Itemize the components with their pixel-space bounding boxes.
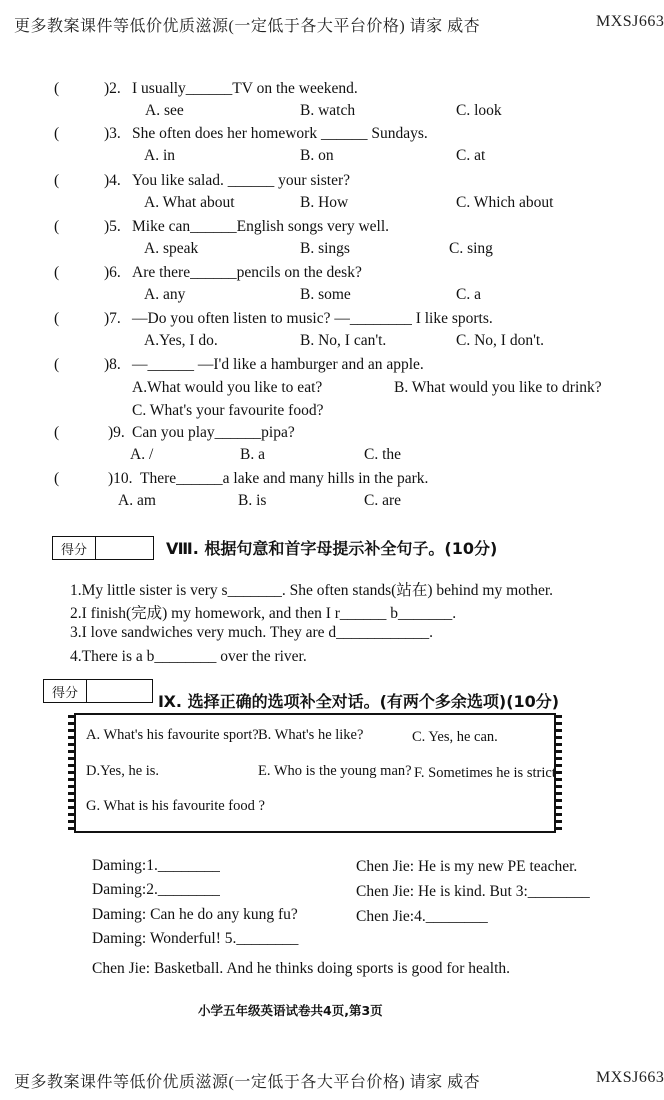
option-c: C. No, I don't. [456,332,545,349]
option-c: C. Yes, he can. [412,729,498,745]
question-number: )4. [104,172,121,189]
dialogue-reply-2: Chen Jie: He is kind. But 3:________ [356,883,590,900]
option-b: B. watch [300,102,356,119]
sentence-3: 3.I love sandwiches very much. They are d____________. [70,624,434,641]
question-stem: —Do you often listen to music? —________ I like sports. [132,310,493,327]
option-b: B. What's he like? [258,727,364,743]
option-a: A.Yes, I do. [144,332,218,349]
answer-paren[interactable]: ( [54,424,60,441]
section-9-title: Ⅸ. 选择正确的选项补全对话。(有两个多余选项)(10分) [158,692,560,711]
option-b: B. What would you like to drink? [394,379,602,396]
dialogue-line-4: Daming: Wonderful! 5.________ [92,930,299,947]
option-b: B. How [300,194,349,211]
dialogue-line-3: Daming: Can he do any kung fu? [92,906,298,923]
answer-paren[interactable]: ( [54,356,60,373]
answer-paren[interactable]: ( [54,310,60,327]
option-b: B. some [300,286,351,303]
question-number: )2. [104,80,121,97]
answer-paren[interactable]: ( [54,218,60,235]
question-stem: Mike can______English songs very well. [132,218,390,235]
score-blank[interactable] [87,680,152,702]
score-box-8 [52,536,154,560]
option-a: A. am [118,492,156,509]
question-number: )6. [104,264,121,281]
dialogue-final: Chen Jie: Basketball. And he thinks doing sports is good for health. [92,960,511,977]
dialogue-line-1: Daming:1.________ [92,857,220,874]
option-f: F. Sometimes he is strict [414,765,556,781]
option-c: C. What's your favourite food? [132,402,324,419]
question-stem: —______ —I'd like a hamburger and an apple. [132,356,424,373]
option-b: B. on [300,147,334,164]
option-b: B. a [240,446,265,463]
option-a: A. What's his favourite sport? [86,727,259,743]
answer-paren[interactable]: ( [54,80,60,97]
footer-header-code: MXSJ663 [596,1069,664,1086]
option-a: A. see [145,102,184,119]
question-stem: Can you play______pipa? [132,424,295,441]
sentence-4: 4.There is a b________ over the river. [70,648,307,665]
section-8-title: Ⅷ. 根据句意和首字母提示补全句子。(10分) [166,539,498,558]
question-stem: She often does her homework ______ Sundays. [132,125,428,142]
question-number: )3. [104,125,121,142]
dialogue-line-2: Daming:2.________ [92,881,220,898]
score-label: 得分 [44,680,87,702]
question-number: )7. [104,310,121,327]
option-a: A.What would you like to eat? [132,379,323,396]
option-c: C. a [456,286,481,303]
question-stem: There______a lake and many hills in the park. [140,470,429,487]
option-b: B. is [238,492,267,509]
question-stem: I usually______TV on the weekend. [132,80,358,97]
question-number: )9. [108,424,125,441]
option-a: A. What about [144,194,235,211]
option-e: E. Who is the young man? [258,763,412,779]
option-c: C. the [364,446,402,463]
option-a: A. in [144,147,175,164]
option-c: C. Which about [456,194,554,211]
question-stem: Are there______pencils on the desk? [132,264,362,281]
dialogue-reply-1: Chen Jie: He is my new PE teacher. [356,858,578,875]
question-number: )5. [104,218,121,235]
option-b: B. No, I can't. [300,332,387,349]
sentence-1: 1.My little sister is very s_______. She often stands(站在) behind my mother. [70,582,554,599]
question-number: )8. [104,356,121,373]
sentence-2: 2.I finish(完成) my homework, and then I r______ b_______. [70,605,457,622]
score-label: 得分 [53,537,96,559]
answer-paren[interactable]: ( [54,172,60,189]
option-c: C. at [456,147,486,164]
page-footer: 小学五年级英语试卷共4页,第3页 [198,1003,383,1018]
question-number: )10. [108,470,133,487]
score-box-9 [43,679,153,703]
option-c: C. are [364,492,402,509]
header-text: 更多教案课件等低价优质滋源(一定低于各大平台价格) 请家 威杏 [14,18,481,35]
option-g: G. What is his favourite food ? [86,798,265,814]
option-a: A. speak [144,240,199,257]
option-c: C. sing [449,240,493,257]
question-stem: You like salad. ______ your sister? [132,172,350,189]
footer-header-text: 更多教案课件等低价优质滋源(一定低于各大平台价格) 请家 威杏 [14,1074,481,1091]
dialogue-reply-3: Chen Jie:4.________ [356,908,488,925]
answer-paren[interactable]: ( [54,264,60,281]
option-d: D.Yes, he is. [86,763,160,779]
option-a: A. / [130,446,154,463]
option-a: A. any [144,286,186,303]
answer-paren[interactable]: ( [54,125,60,142]
score-blank[interactable] [96,537,153,559]
option-b: B. sings [300,240,350,257]
header-code: MXSJ663 [596,13,664,30]
option-c: C. look [456,102,502,119]
answer-paren[interactable]: ( [54,470,60,487]
